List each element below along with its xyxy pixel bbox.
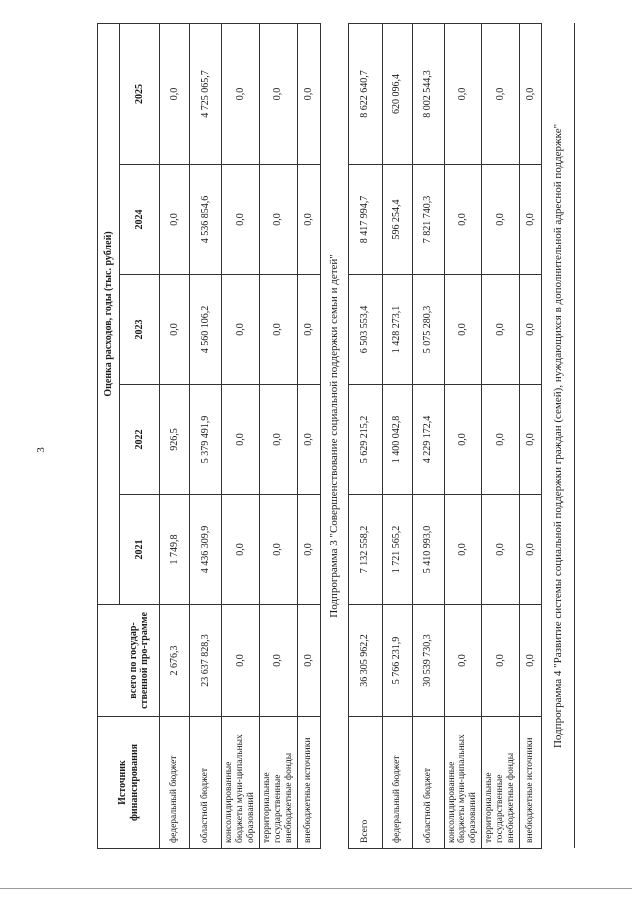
table-row: [297, 23, 320, 848]
scan-edge-line: [0, 888, 632, 889]
cell-value: 4 725 065,7: [190, 23, 222, 164]
cell-value: 5 075 280,3: [412, 275, 444, 385]
table-row: [259, 23, 297, 848]
table-row: [444, 23, 482, 848]
cell-value: 0,0: [259, 275, 297, 385]
cell-value: 5 410 993,0: [412, 495, 444, 605]
cell-value: 0,0: [297, 23, 320, 164]
cell-value: 0,0: [160, 165, 190, 275]
cell-value: 5 766 231,9: [382, 605, 412, 717]
cell-value: 8 002 544,3: [412, 23, 444, 164]
cell-value: 4 436 309,9: [190, 495, 222, 605]
table-row: [412, 23, 444, 848]
cell-value: 0,0: [520, 165, 542, 275]
cell-value: 0,0: [444, 275, 482, 385]
subprogram-3-title: Подпрограмма 3 "Совершенствование социальной поддержки семьи и детей": [320, 23, 348, 848]
rotated-page-content: [97, 24, 574, 849]
cell-value: 0,0: [222, 23, 260, 164]
row-label: областной бюджет: [412, 717, 444, 849]
row-label: внебюджетные источники: [297, 717, 320, 849]
cell-value: 4 560 106,2: [190, 275, 222, 385]
cell-value: 0,0: [160, 23, 190, 164]
cell-value: 0,0: [297, 385, 320, 495]
cell-value: 2 676,3: [160, 605, 190, 717]
header-row-1: [98, 23, 120, 848]
cell-value: 4 229 172,4: [412, 385, 444, 495]
table-row: [222, 23, 260, 848]
header-blank: [98, 605, 120, 717]
cell-value: 0,0: [444, 23, 482, 164]
cell-value: 0,0: [297, 605, 320, 717]
cell-value: 6 503 553,4: [348, 275, 382, 385]
cell-value: 0,0: [444, 165, 482, 275]
cell-value: 0,0: [444, 605, 482, 717]
row-label: федеральный бюджет: [160, 717, 190, 849]
cell-value: 0,0: [259, 165, 297, 275]
table-row: [482, 23, 520, 848]
row-label: территориальные государственные внебюджетные фонды: [482, 717, 520, 849]
cell-value: 7 821 740,3: [412, 165, 444, 275]
table-row: [348, 23, 382, 848]
cell-value: 0,0: [482, 165, 520, 275]
cell-value: 0,0: [297, 495, 320, 605]
financing-table: [97, 23, 575, 849]
cell-value: 0,0: [222, 165, 260, 275]
cell-value: 596 254,4: [382, 165, 412, 275]
row-label: федеральный бюджет: [382, 717, 412, 849]
cell-value: 1 749,8: [160, 495, 190, 605]
cell-value: 0,0: [520, 23, 542, 164]
table-row: [382, 23, 412, 848]
cell-value: 0,0: [520, 275, 542, 385]
subprogram-row: [542, 23, 575, 848]
cell-value: 0,0: [520, 495, 542, 605]
cell-value: 0,0: [482, 495, 520, 605]
table-row: [190, 23, 222, 848]
cell-value: 0,0: [444, 495, 482, 605]
cell-value: 0,0: [259, 495, 297, 605]
header-year: 2024: [120, 165, 160, 275]
cell-value: 36 305 962,2: [348, 605, 382, 717]
table-row: [160, 23, 190, 848]
cell-value: 0,0: [297, 275, 320, 385]
page-number: 3: [34, 447, 47, 453]
header-year: 2022: [120, 385, 160, 495]
subprogram-4-title: Подпрограмма 4 "Развитие системы социальной поддержки граждан (семей), нуждающихся в дополнительной адресной поддержке": [542, 23, 575, 848]
cell-value: 0,0: [520, 605, 542, 717]
cell-value: 0,0: [444, 385, 482, 495]
row-label: консолидированные бюджеты муни-ципальных образований: [222, 717, 260, 849]
cell-value: 8 417 994,7: [348, 165, 382, 275]
cell-value: 0,0: [520, 385, 542, 495]
cell-value: 0,0: [222, 495, 260, 605]
row-label: территориальные государственные внебюджетные фонды: [259, 717, 297, 849]
cell-value: 0,0: [222, 275, 260, 385]
cell-value: 0,0: [482, 23, 520, 164]
row-label: областной бюджет: [190, 717, 222, 849]
cell-value: 0,0: [259, 385, 297, 495]
cell-value: 1 400 042,8: [382, 385, 412, 495]
cell-value: 0,0: [482, 605, 520, 717]
cell-value: 5 629 215,2: [348, 385, 382, 495]
cell-value: 7 132 558,2: [348, 495, 382, 605]
header-total: всего по государ-ственной про-грамме: [120, 605, 160, 717]
cell-value: 620 096,4: [382, 23, 412, 164]
header-year: 2025: [120, 23, 160, 164]
cell-value: 23 637 828,3: [190, 605, 222, 717]
cell-value: 1 428 273,1: [382, 275, 412, 385]
cell-value: 0,0: [222, 605, 260, 717]
cell-value: 8 622 640,7: [348, 23, 382, 164]
header-year: 2023: [120, 275, 160, 385]
cell-value: 5 379 491,9: [190, 385, 222, 495]
cell-value: 4 536 854,6: [190, 165, 222, 275]
cell-value: 0,0: [297, 165, 320, 275]
cell-value: 0,0: [482, 385, 520, 495]
cell-value: 1 721 565,2: [382, 495, 412, 605]
cell-value: 0,0: [482, 275, 520, 385]
cell-value: 0,0: [259, 23, 297, 164]
cell-value: 0,0: [259, 605, 297, 717]
cell-value: 30 539 730,3: [412, 605, 444, 717]
header-estimate: Оценка расходов, годы (тыс. рублей): [98, 23, 120, 604]
cell-value: 0,0: [222, 385, 260, 495]
subprogram-row: [320, 23, 348, 848]
header-year: 2021: [120, 495, 160, 605]
cell-value: 0,0: [160, 275, 190, 385]
row-label: консолидированные бюджеты муни-ципальных образований: [444, 717, 482, 849]
row-label: внебюджетные источники: [520, 717, 542, 849]
row-label: Всего: [348, 717, 382, 849]
table-row: [520, 23, 542, 848]
cell-value: 926,5: [160, 385, 190, 495]
header-source: Источник финансирования: [98, 717, 160, 849]
